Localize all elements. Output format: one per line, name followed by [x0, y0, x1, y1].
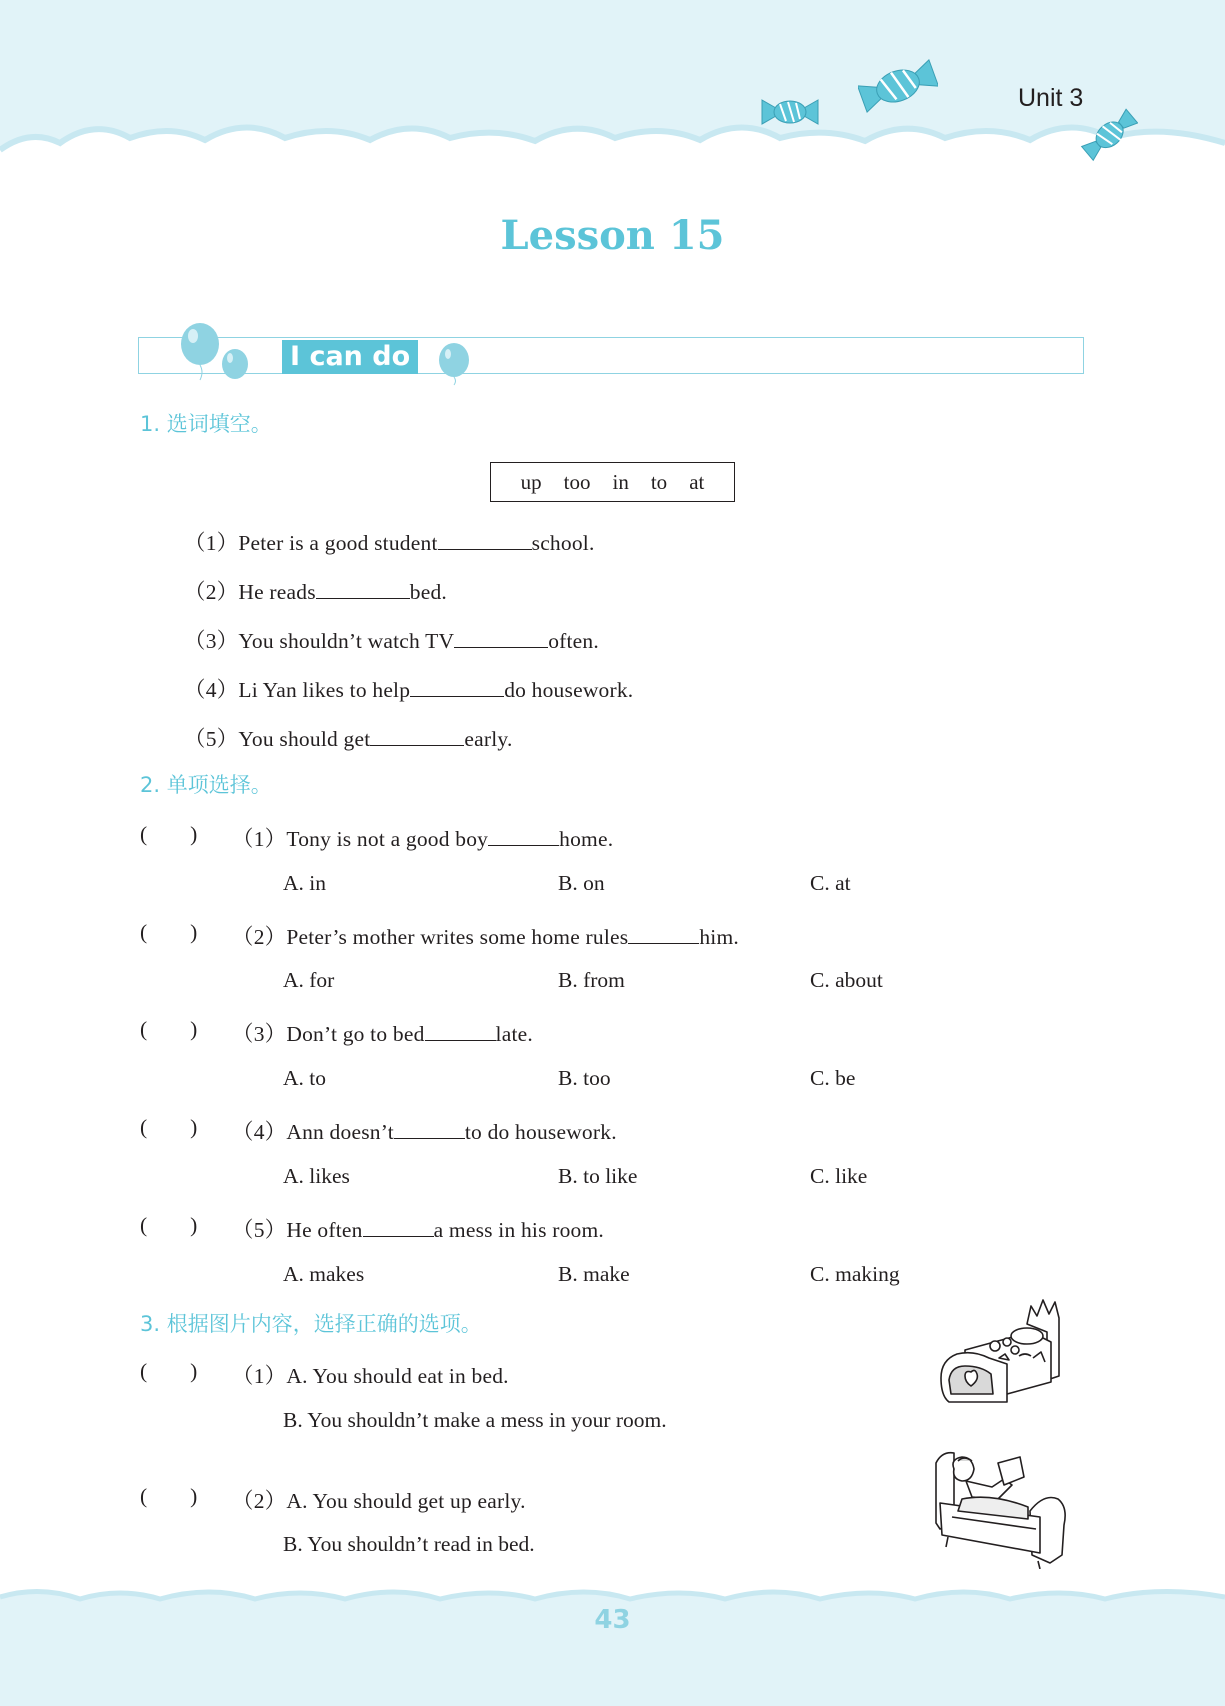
option-b[interactable]: B. on — [558, 871, 605, 895]
answer-paren[interactable]: ( ) — [140, 1359, 198, 1383]
section-label: I can do — [282, 340, 418, 374]
q3-item-1 — [232, 1359, 509, 1390]
item-text: home. — [559, 827, 614, 851]
word-bank-item: in — [612, 469, 629, 494]
word-bank-item: too — [563, 469, 591, 494]
option-a[interactable]: A. for — [283, 968, 335, 992]
option-c[interactable]: C. making — [810, 1262, 900, 1286]
q1-item-1 — [184, 526, 595, 557]
answer-blank — [425, 1022, 496, 1041]
item-text: a mess in his room. — [433, 1218, 605, 1242]
balloon-icon — [178, 320, 254, 386]
option-c[interactable]: C. about — [810, 968, 883, 992]
answer-blank — [488, 827, 559, 846]
q1-item-2 — [184, 575, 447, 606]
q3-item-2 — [232, 1484, 526, 1515]
q2-heading: 2. 单项选择。 — [140, 773, 272, 797]
candy-icon — [1080, 106, 1138, 162]
option-a[interactable]: A. in — [283, 871, 326, 895]
word-bank-item: at — [689, 469, 705, 494]
word-bank — [490, 462, 735, 502]
item-text: Ann doesn’t — [286, 1120, 394, 1144]
answer-paren[interactable]: ( ) — [140, 1484, 198, 1508]
item-number: （1） — [232, 1364, 287, 1388]
q2-item-1 — [232, 822, 613, 853]
balloon-icon — [436, 342, 472, 386]
lesson-title: Lesson 15 — [500, 212, 725, 259]
item-text: often. — [548, 629, 599, 653]
q1-item-4 — [184, 673, 633, 704]
boy-reading-in-bed-picture — [932, 1443, 1072, 1569]
answer-paren[interactable]: ( ) — [140, 822, 198, 846]
option-b[interactable]: B. to like — [558, 1164, 638, 1188]
option-c[interactable]: C. like — [810, 1164, 868, 1188]
option-a[interactable]: A. to — [283, 1066, 326, 1090]
messy-bed-picture — [935, 1296, 1071, 1408]
option-a[interactable]: A. makes — [283, 1262, 365, 1286]
option-a[interactable]: A. likes — [283, 1164, 350, 1188]
item-text: early. — [464, 727, 513, 751]
word-bank-item: up — [520, 469, 542, 494]
item-text: Li Yan likes to help — [238, 678, 411, 702]
item-text: bed. — [409, 580, 447, 604]
option-c[interactable]: C. at — [810, 871, 851, 895]
answer-blank[interactable] — [438, 531, 532, 550]
item-text: him. — [699, 925, 739, 949]
q2-item-2 — [232, 920, 739, 951]
section-bar — [138, 337, 1084, 374]
candy-icon — [858, 58, 938, 114]
item-number: （4） — [184, 678, 239, 702]
item-text: Don’t go to bed — [286, 1022, 425, 1046]
option-a[interactable]: A. You should get up early. — [286, 1489, 526, 1513]
item-number: （2） — [232, 1489, 287, 1513]
item-text: He reads — [238, 580, 316, 604]
item-number: （1） — [184, 531, 239, 555]
answer-blank[interactable] — [454, 629, 548, 648]
q1-item-5 — [184, 722, 513, 753]
option-b[interactable]: B. make — [558, 1262, 630, 1286]
answer-paren[interactable]: ( ) — [140, 1115, 198, 1139]
page-number: 43 — [594, 1605, 631, 1635]
item-text: Tony is not a good boy — [286, 827, 489, 851]
answer-paren[interactable]: ( ) — [140, 920, 198, 944]
item-number: （5） — [232, 1218, 287, 1242]
q1-item-3 — [184, 624, 599, 655]
option-b[interactable]: B. from — [558, 968, 625, 992]
answer-blank — [628, 925, 699, 944]
item-text: You should get — [238, 727, 371, 751]
item-number: （3） — [184, 629, 239, 653]
answer-blank — [363, 1218, 434, 1237]
item-number: （4） — [232, 1120, 287, 1144]
unit-label: Unit 3 — [1018, 84, 1084, 112]
option-a[interactable]: A. You should eat in bed. — [286, 1364, 509, 1388]
option-b[interactable]: B. You shouldn’t make a mess in your room. — [283, 1408, 667, 1432]
option-b[interactable]: B. You shouldn’t read in bed. — [283, 1532, 535, 1556]
item-text: do housework. — [504, 678, 634, 702]
answer-blank — [394, 1120, 465, 1139]
q2-item-3 — [232, 1017, 533, 1048]
answer-paren[interactable]: ( ) — [140, 1213, 198, 1237]
option-b[interactable]: B. too — [558, 1066, 611, 1090]
q2-item-5 — [232, 1213, 604, 1244]
item-number: （2） — [184, 580, 239, 604]
item-text: to do housework. — [464, 1120, 617, 1144]
item-text: You shouldn’t watch TV — [238, 629, 455, 653]
item-number: （5） — [184, 727, 239, 751]
item-text: late. — [495, 1022, 533, 1046]
footer-cloud-band — [0, 1585, 1225, 1706]
q1-heading: 1. 选词填空。 — [140, 412, 272, 436]
item-text: Peter is a good student — [238, 531, 438, 555]
answer-paren[interactable]: ( ) — [140, 1017, 198, 1041]
answer-blank[interactable] — [370, 727, 464, 746]
item-number: （3） — [232, 1022, 287, 1046]
candy-icon — [760, 94, 820, 130]
item-number: （2） — [232, 925, 287, 949]
item-text: school. — [531, 531, 595, 555]
option-c[interactable]: C. be — [810, 1066, 856, 1090]
q3-heading: 3. 根据图片内容，选择正确的选项。 — [140, 1312, 482, 1336]
answer-blank[interactable] — [410, 678, 504, 697]
answer-blank[interactable] — [316, 580, 410, 599]
item-number: （1） — [232, 827, 287, 851]
q2-item-4 — [232, 1115, 617, 1146]
word-bank-item: to — [650, 469, 668, 494]
item-text: He often — [286, 1218, 363, 1242]
header-cloud-band — [0, 0, 1225, 165]
item-text: Peter’s mother writes some home rules — [286, 925, 629, 949]
